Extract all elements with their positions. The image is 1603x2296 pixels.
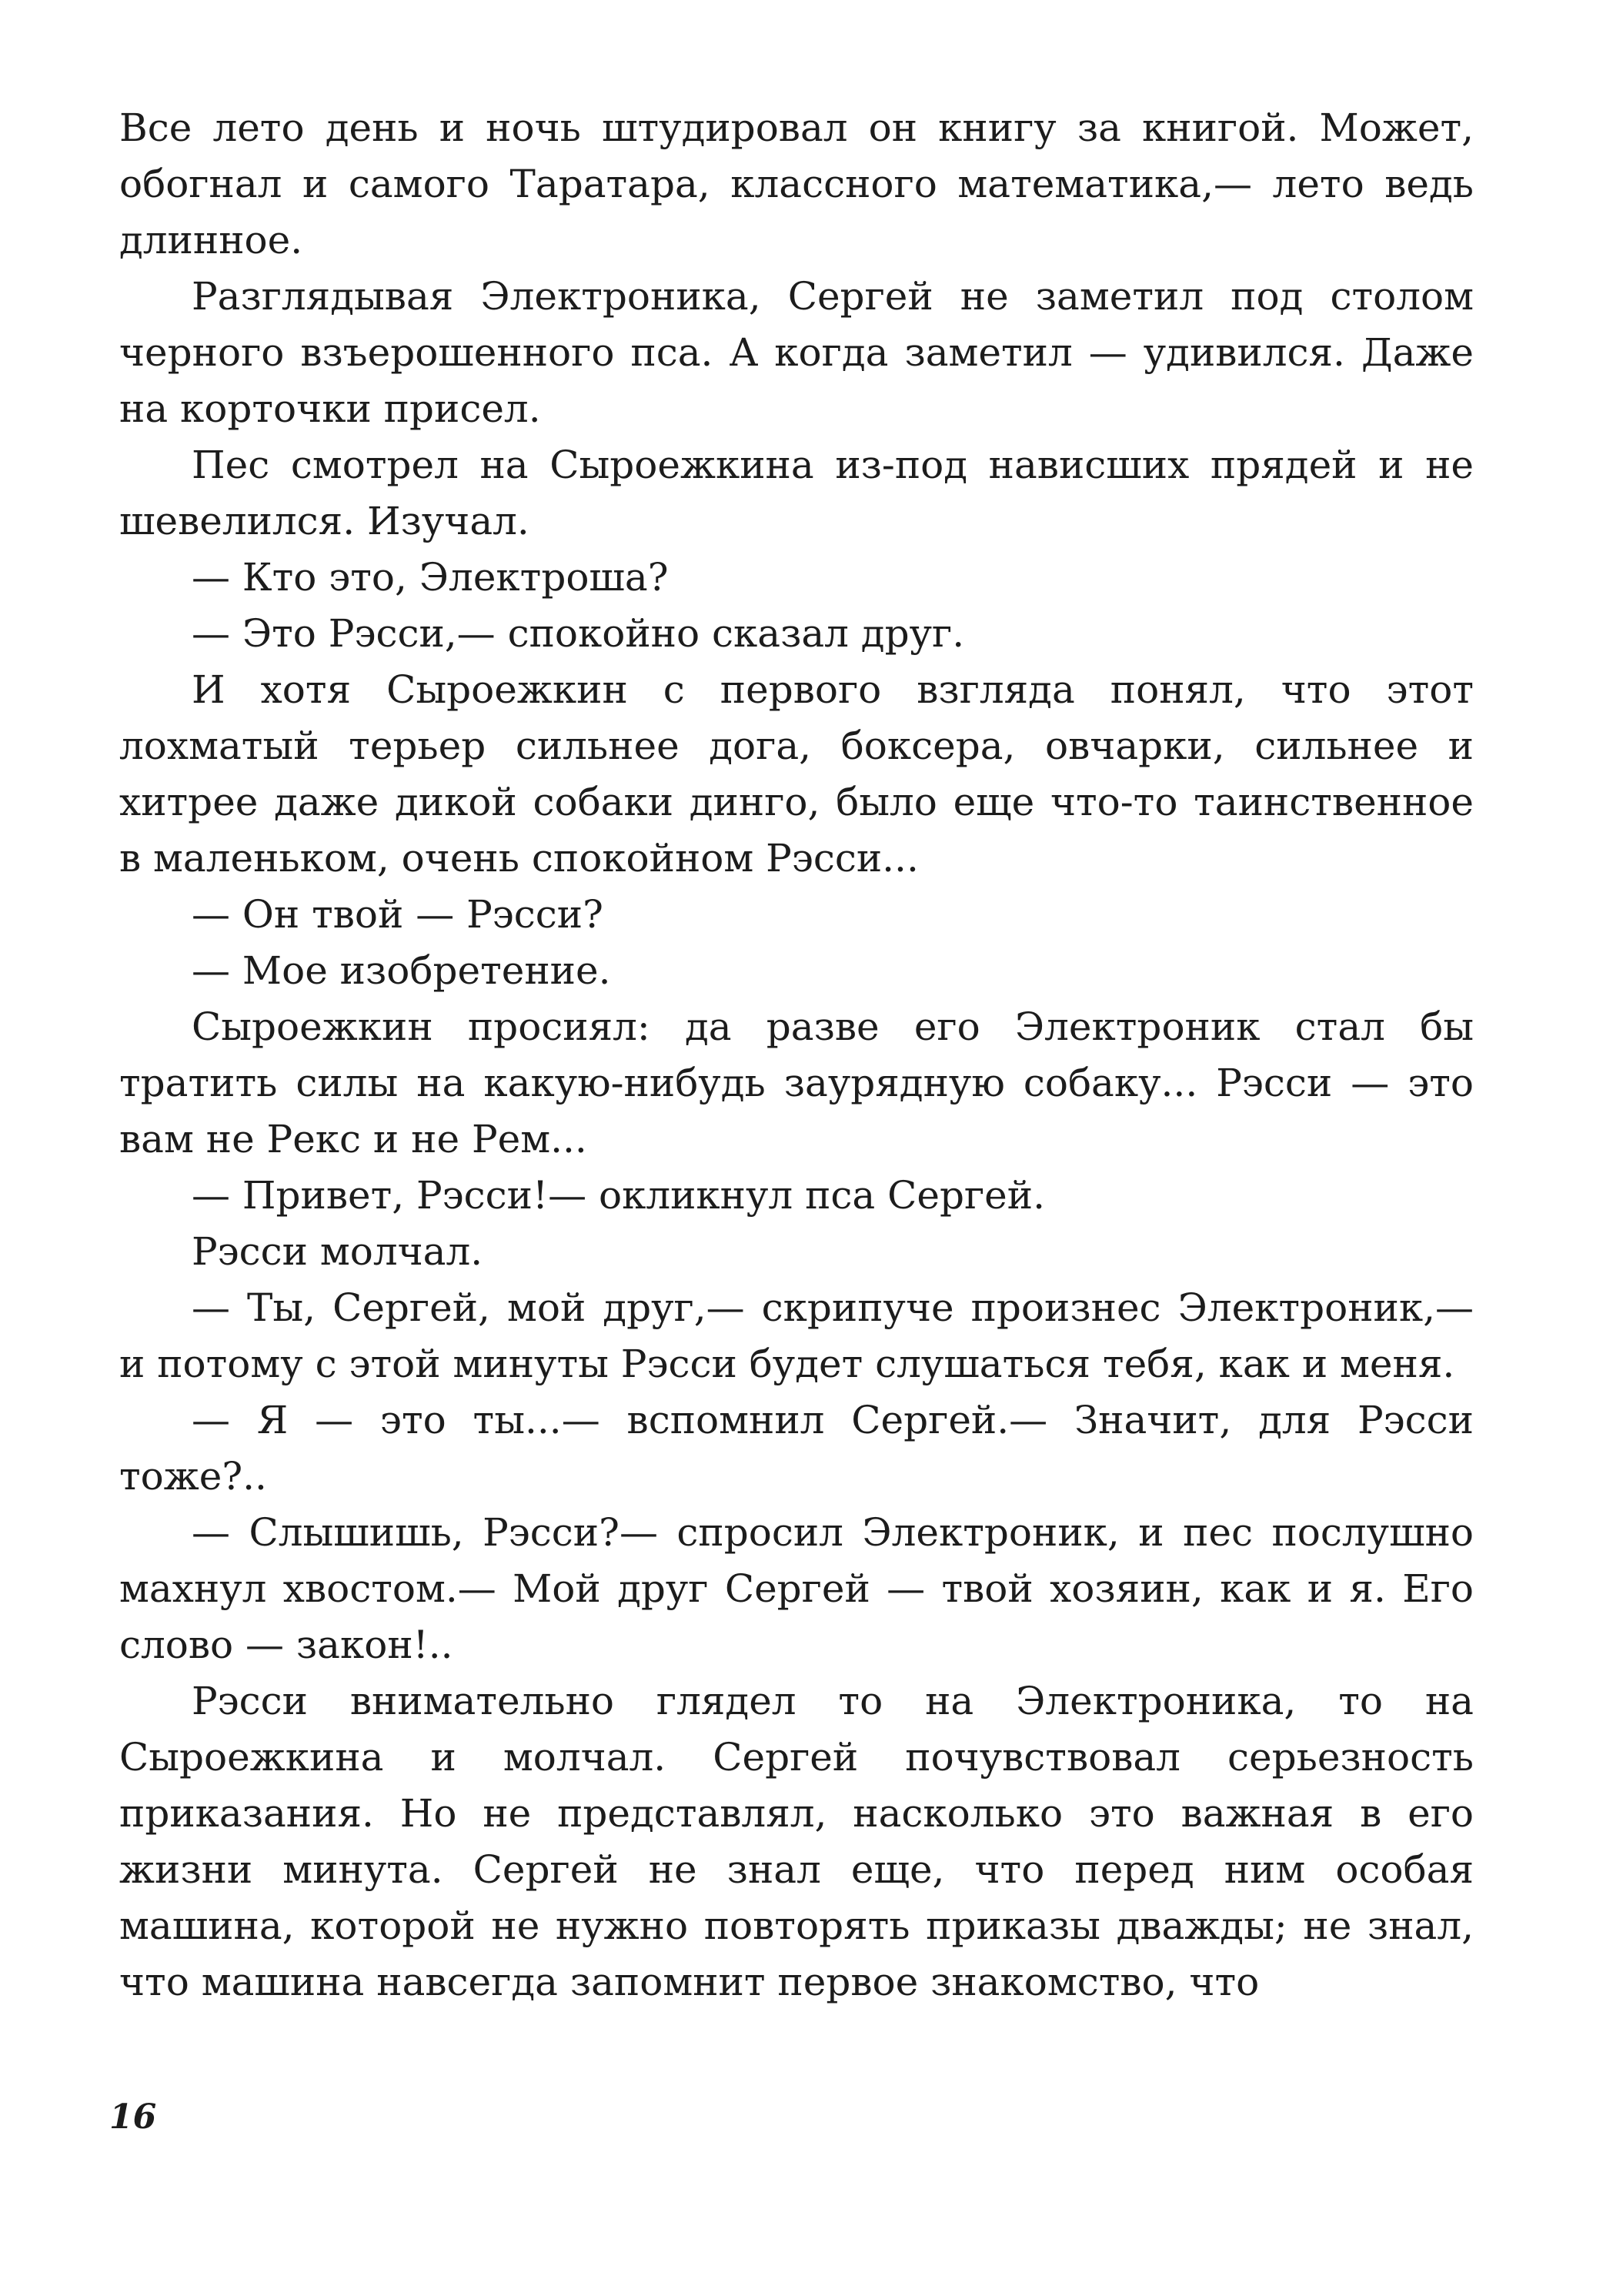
page-text xyxy=(119,100,1474,2010)
paragraph-3: Пес смотрел на Сыроежкина из-под нависших прядей и не шевелился. Изучал. xyxy=(119,443,1474,543)
paragraph-4: — Кто это, Электроша? xyxy=(192,555,669,600)
paragraph-1: Все лето день и ночь штудировал он книгу за книгой. Может, обогнал и самого Таратара, классного математика,— лето ведь длинное. xyxy=(119,105,1474,262)
paragraph-13: — Я — это ты...— вспомнил Сергей.— Значит, для Рэсси тоже?.. xyxy=(119,1398,1474,1499)
paragraph-2: Разглядывая Электроника, Сергей не заметил под столом черного взъерошенного пса. А когда заметил — удивился. Даже на корточки присел. xyxy=(119,274,1474,431)
paragraph-8: — Мое изобретение. xyxy=(192,948,611,993)
paragraph-9: Сыроежкин просиял: да разве его Электроник стал бы тратить силы на какую-нибудь заурядную собаку... Рэсси — это вам не Рекс и не Рем... xyxy=(119,1004,1474,1161)
paragraph-10: — Привет, Рэсси!— окликнул пса Сергей. xyxy=(192,1173,1045,1218)
paragraph-5: — Это Рэсси,— спокойно сказал друг. xyxy=(192,611,965,656)
paragraph-11: Рэсси молчал. xyxy=(192,1229,483,1274)
paragraph-15: Рэсси внимательно глядел то на Электроника, то на Сыроежкина и молчал. Сергей почувствовал серьезность приказания. Но не представлял, насколько это важная в его жизни минута. Сергей не знал еще, что перед ним особая машина, которой не нужно повторять приказы дважды; не знал, что машина навсегда запомнит первое знакомство, что xyxy=(119,1679,1474,2004)
paragraph-6: И хотя Сыроежкин с первого взгляда понял, что этот лохматый терьер сильнее дога, боксера, овчарки, сильнее и хитрее даже дикой собаки динго, было еще что-то таинственное в маленьком, очень спокойном Рэсси... xyxy=(119,667,1474,881)
paragraph-12: — Ты, Сергей, мой друг,— скрипуче произнес Электроник,— и потому с этой минуты Рэсси будет слушаться тебя, как и меня. xyxy=(119,1285,1474,1386)
paragraph-7: — Он твой — Рэсси? xyxy=(192,892,603,937)
page-number: 16 xyxy=(109,2097,157,2137)
paragraph-14: — Слышишь, Рэсси?— спросил Электроник, и пес послушно махнул хвостом.— Мой друг Сергей — твой хозяин, как и я. Его слово — закон!.. xyxy=(119,1510,1474,1667)
